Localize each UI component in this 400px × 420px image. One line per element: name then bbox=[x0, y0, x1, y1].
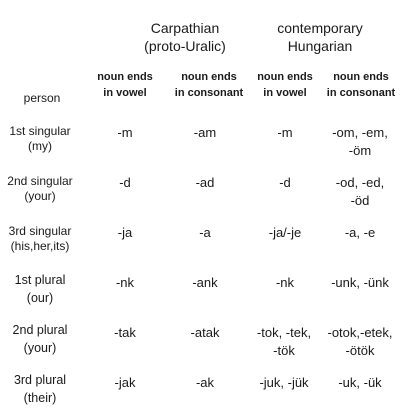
suffix-cell bbox=[318, 124, 400, 159]
suffix-cell bbox=[90, 274, 160, 292]
suffix-cell bbox=[90, 374, 160, 392]
subheader-hungarian-consonant bbox=[318, 70, 400, 102]
row-person bbox=[0, 371, 80, 407]
suffix-line: -d bbox=[279, 175, 291, 190]
suffix-cell bbox=[318, 374, 400, 392]
person-gloss: (my) bbox=[28, 139, 52, 153]
suffix-line: -tok, -tek, bbox=[256, 325, 312, 340]
group-header-line: (proto-Uralic) bbox=[144, 37, 226, 54]
person-line: 3rd singular bbox=[8, 224, 72, 238]
subheader-carpathian-vowel bbox=[82, 70, 168, 102]
suffix-line: -öm bbox=[348, 142, 372, 158]
suffix-cell bbox=[170, 124, 240, 142]
suffix-line: -tak bbox=[114, 325, 136, 340]
suffix-line: -nk bbox=[275, 275, 295, 290]
suffix-line: -unk, -ünk bbox=[331, 275, 389, 290]
suffix-cell bbox=[90, 124, 160, 142]
person-line: 1st singular bbox=[9, 124, 71, 138]
subheader-hungarian-vowel bbox=[242, 70, 328, 102]
row-person bbox=[0, 174, 80, 204]
row-person bbox=[0, 124, 80, 154]
suffix-cell bbox=[170, 274, 240, 292]
suffix-cell bbox=[318, 274, 400, 292]
group-header-carpathian bbox=[110, 20, 260, 55]
suffix-cell bbox=[240, 324, 328, 359]
suffix-line: -a, -e bbox=[344, 225, 376, 240]
suffix-line: -ad bbox=[195, 175, 215, 190]
suffix-line: -ja bbox=[117, 225, 133, 240]
person-gloss: (your) bbox=[24, 189, 56, 203]
suffix-cell bbox=[245, 124, 325, 142]
suffix-line: -juk, -jük bbox=[259, 375, 309, 390]
subheader-line: in vowel bbox=[263, 86, 307, 99]
suffix-line: -atak bbox=[190, 325, 220, 340]
suffix-cell bbox=[170, 224, 240, 242]
suffix-line: -jak bbox=[114, 375, 136, 390]
subheader-line: noun ends bbox=[181, 71, 237, 83]
suffix-line: -od, -ed, bbox=[335, 175, 385, 190]
suffix-line: -om, -em, bbox=[332, 125, 388, 140]
suffix-line: -ötök bbox=[345, 342, 375, 358]
suffix-line: -m bbox=[277, 125, 293, 140]
suffix-cell bbox=[90, 224, 160, 242]
suffix-line: -ja/-je bbox=[268, 225, 302, 240]
subheader-line: noun ends bbox=[257, 71, 313, 83]
suffix-line: -a bbox=[199, 225, 211, 240]
group-header-hungarian bbox=[240, 20, 400, 55]
suffix-cell bbox=[318, 224, 400, 242]
person-line: 2nd plural bbox=[12, 323, 68, 337]
suffix-cell bbox=[318, 324, 400, 359]
suffix-line: -ank bbox=[192, 275, 218, 290]
suffix-line: -m bbox=[117, 125, 133, 140]
person-gloss: (their) bbox=[23, 391, 57, 406]
subheader-carpathian-consonant bbox=[166, 70, 252, 102]
suffix-line: -tök bbox=[273, 342, 295, 358]
suffix-cell bbox=[245, 274, 325, 292]
suffix-cell bbox=[318, 174, 400, 209]
suffix-cell bbox=[240, 374, 328, 392]
row-person bbox=[0, 321, 80, 357]
suffix-line: -d bbox=[119, 175, 131, 190]
suffix-cell bbox=[245, 224, 325, 242]
group-header-line: Hungarian bbox=[287, 37, 353, 54]
suffix-cell bbox=[170, 324, 240, 342]
suffix-line: -am bbox=[193, 125, 217, 140]
person-gloss: (your) bbox=[23, 341, 57, 356]
suffix-cell bbox=[245, 174, 325, 192]
suffix-line: -uk, -ük bbox=[338, 375, 382, 390]
person-gloss: (our) bbox=[26, 291, 54, 306]
group-header-line: contemporary bbox=[277, 20, 363, 36]
suffix-cell bbox=[170, 174, 240, 192]
subheader-line: in consonant bbox=[326, 86, 396, 99]
suffix-cell bbox=[90, 174, 160, 192]
row-person bbox=[0, 271, 80, 307]
person-line: 1st plural bbox=[14, 273, 66, 287]
row-person bbox=[0, 224, 80, 254]
subheader-line: noun ends bbox=[333, 71, 389, 83]
subheader-line: in consonant bbox=[174, 86, 244, 99]
person-line: 3rd plural bbox=[13, 373, 67, 387]
person-line: 2nd singular bbox=[7, 174, 73, 188]
suffix-cell bbox=[170, 374, 240, 392]
suffix-line: -öd bbox=[350, 192, 370, 208]
suffix-line: -ak bbox=[195, 375, 215, 390]
subheader-line: in vowel bbox=[103, 86, 147, 99]
subheader-line: noun ends bbox=[97, 71, 153, 83]
suffix-line: -nk bbox=[115, 275, 135, 290]
person-gloss: (his,her,its) bbox=[10, 239, 70, 253]
suffix-cell bbox=[90, 324, 160, 342]
group-header-line: Carpathian bbox=[150, 20, 220, 36]
suffix-line: -otok,-etek, bbox=[327, 325, 393, 340]
person-column-label: person bbox=[23, 91, 61, 105]
